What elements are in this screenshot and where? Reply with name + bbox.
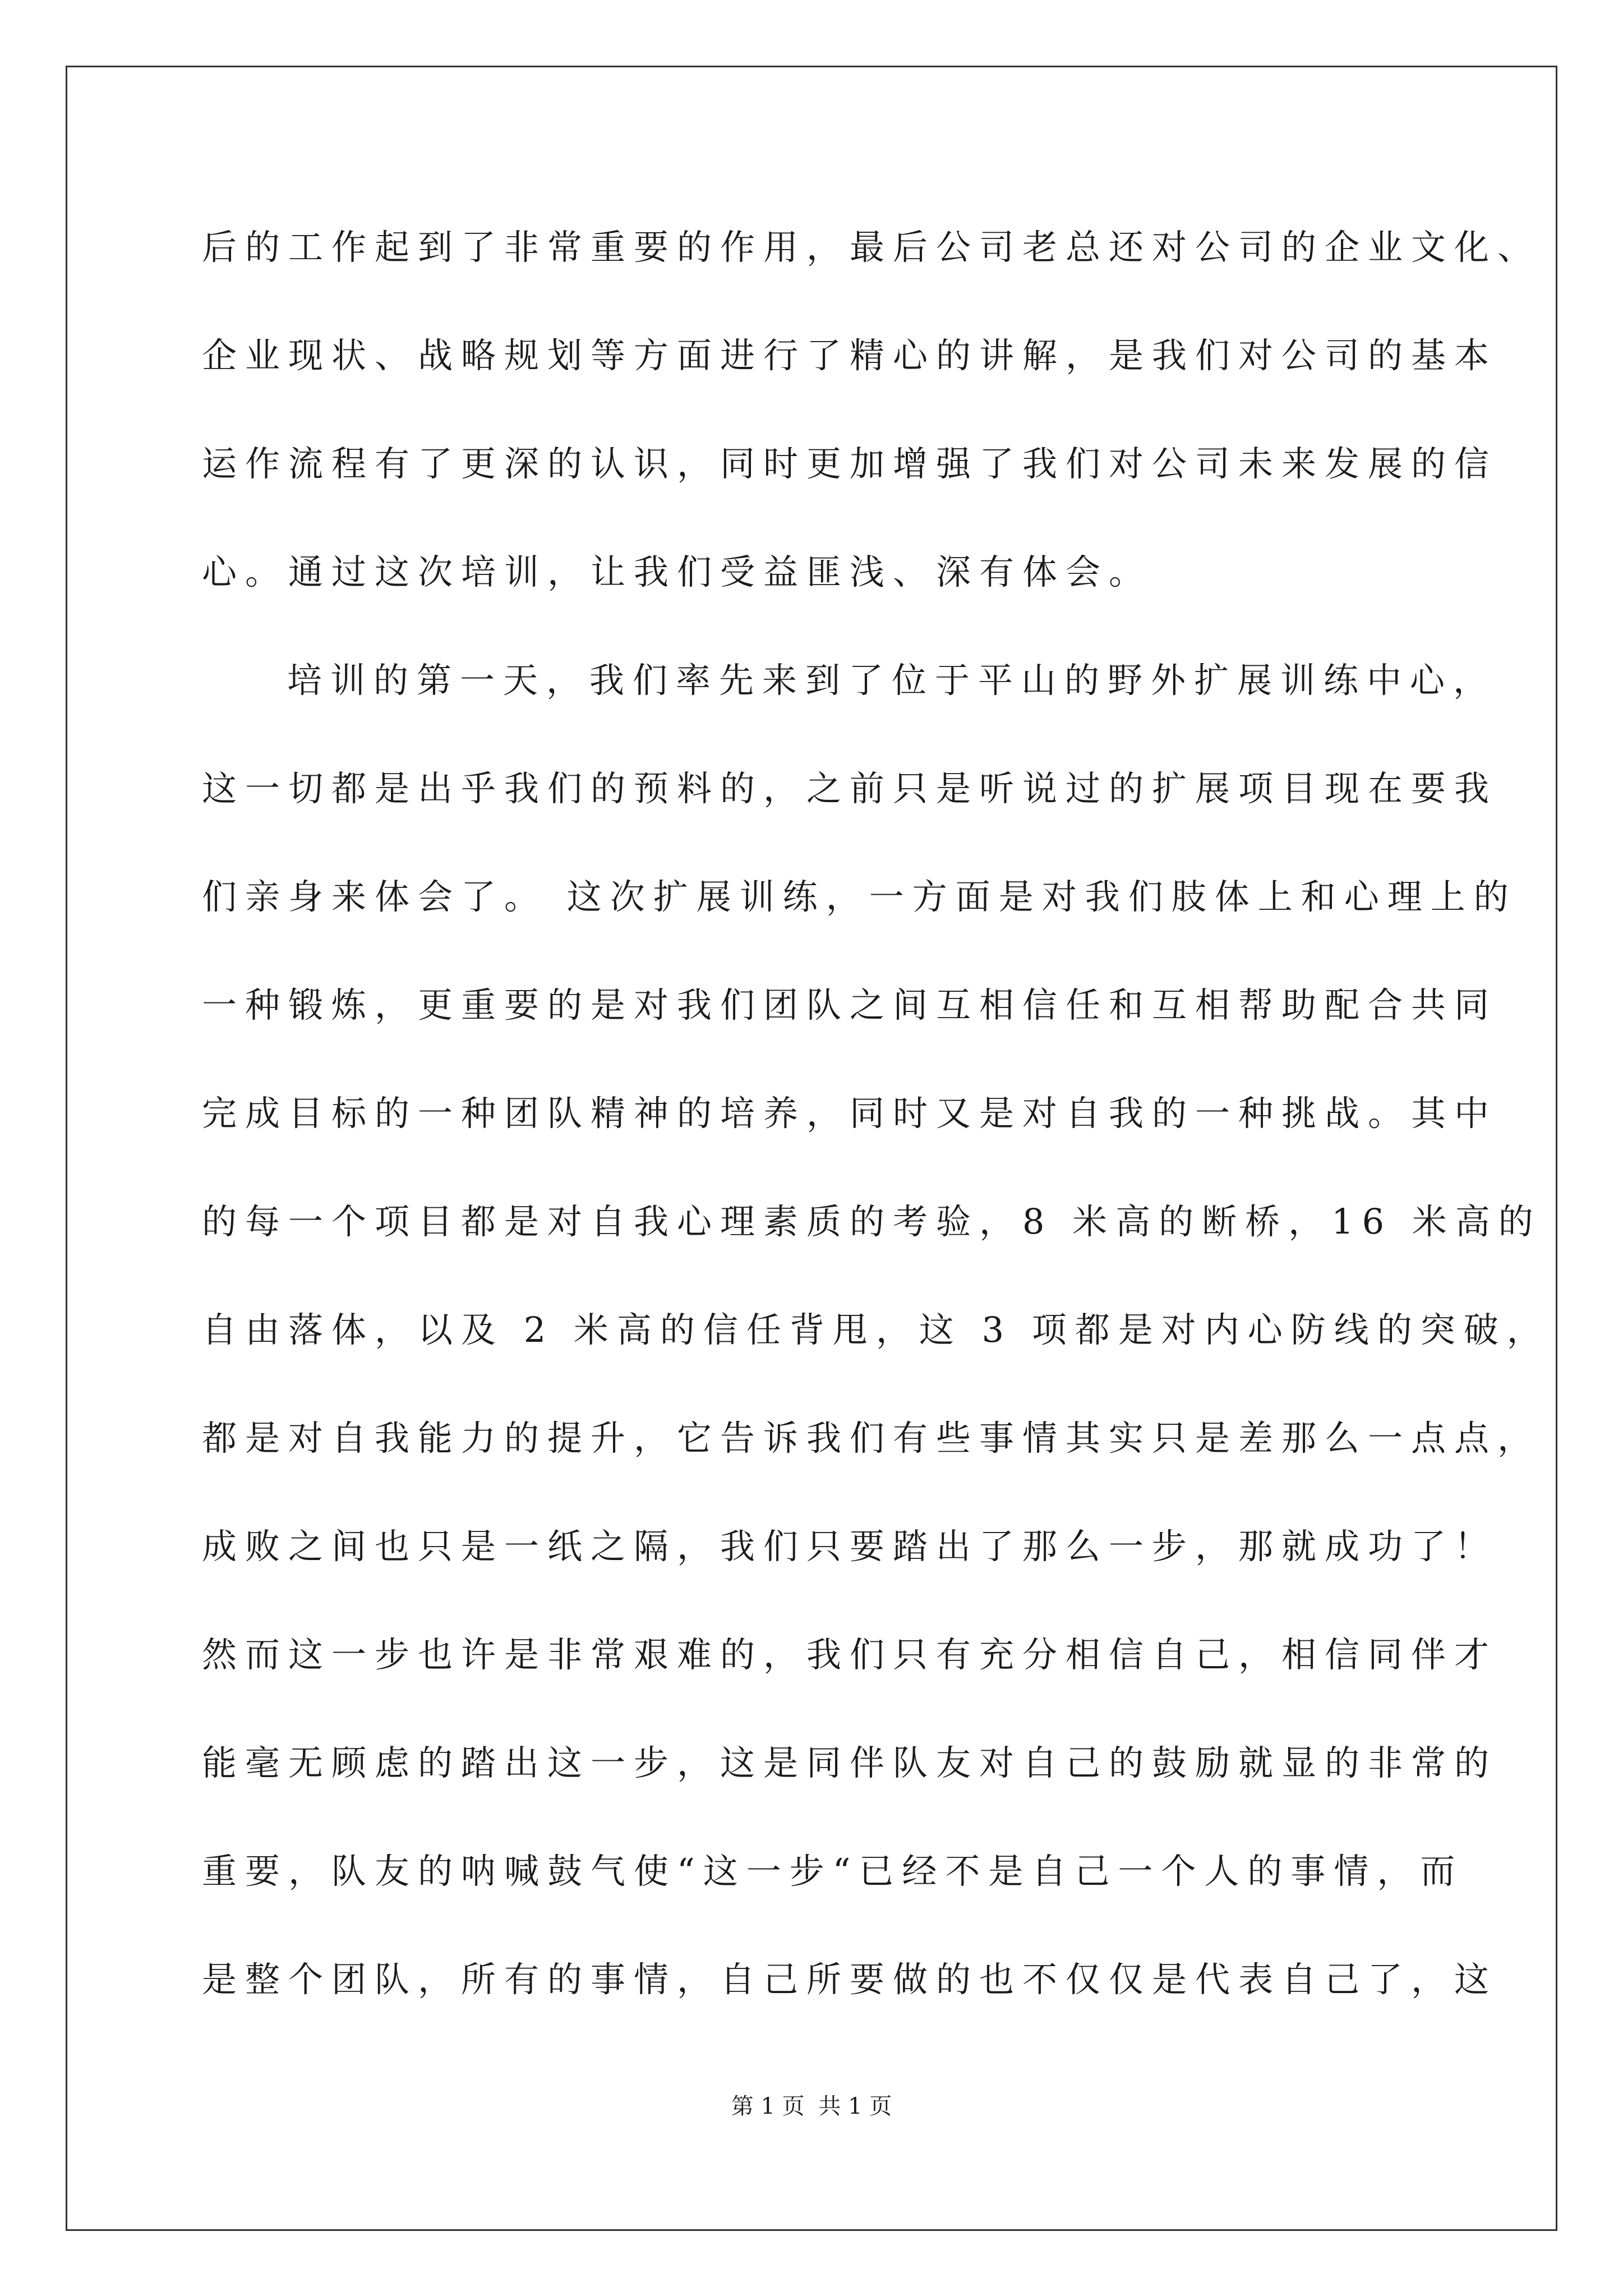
paragraph-first-line: 培训的第一天，我们率先来到了位于平山的野外扩展训练中心，: [287, 660, 1497, 701]
text-line: 企业现状、战略规划等方面进行了精心的讲解，是我们对公司的基本: [202, 335, 1498, 376]
text-line: 后的工作起到了非常重要的作用，最后公司老总还对公司的企业文化、: [202, 227, 1541, 268]
text-line: 这一切都是出乎我们的预料的，之前只是听说过的扩展项目现在要我: [202, 768, 1498, 809]
text-line: 完成目标的一种团队精神的培养，同时又是对自我的一种挑战。其中: [202, 1093, 1498, 1134]
text-line: 能毫无顾虑的踏出这一步，这是同伴队友对自己的鼓励就显的非常的: [202, 1742, 1498, 1783]
text-line: 自由落体，以及 2 米高的信任背甩，这 3 项都是对内心防线的突破，: [202, 1309, 1550, 1350]
text-line: 一种锻炼，更重要的是对我们团队之间互相信任和互相帮助配合共同: [202, 984, 1498, 1025]
page-footer: [0, 2095, 1623, 2118]
text-line: 是整个团队，所有的事情，自己所要做的也不仅仅是代表自己了，这: [202, 1959, 1498, 2000]
text-line: 们亲身来体会了。 这次扩展训练，一方面是对我们肢体上和心理上的: [202, 876, 1517, 917]
page-number-total: 共 1 页: [818, 2093, 892, 2119]
text-line: 重要，队友的呐喊鼓气使“这一步“已经不是自己一个人的事情，而: [202, 1851, 1464, 1892]
text-line: 成败之间也只是一纸之隔，我们只要踏出了那么一步，那就成功了！: [202, 1526, 1498, 1567]
text-line: 然而这一步也许是非常艰难的，我们只有充分相信自己，相信同伴才: [202, 1634, 1498, 1675]
text-line: 都是对自我能力的提升，它告诉我们有些事情其实只是差那么一点点，: [202, 1418, 1541, 1458]
text-line: 运作流程有了更深的认识，同时更加增强了我们对公司未来发展的信: [202, 443, 1498, 484]
text-line: 心。通过这次培训，让我们受益匪浅、深有体会。: [202, 551, 1152, 592]
text-line: 的每一个项目都是对自我心理素质的考验，8 米高的断桥，16 米高的: [202, 1201, 1542, 1242]
page-number-current: 第 1 页: [731, 2093, 805, 2119]
page-border: [66, 66, 1557, 2231]
